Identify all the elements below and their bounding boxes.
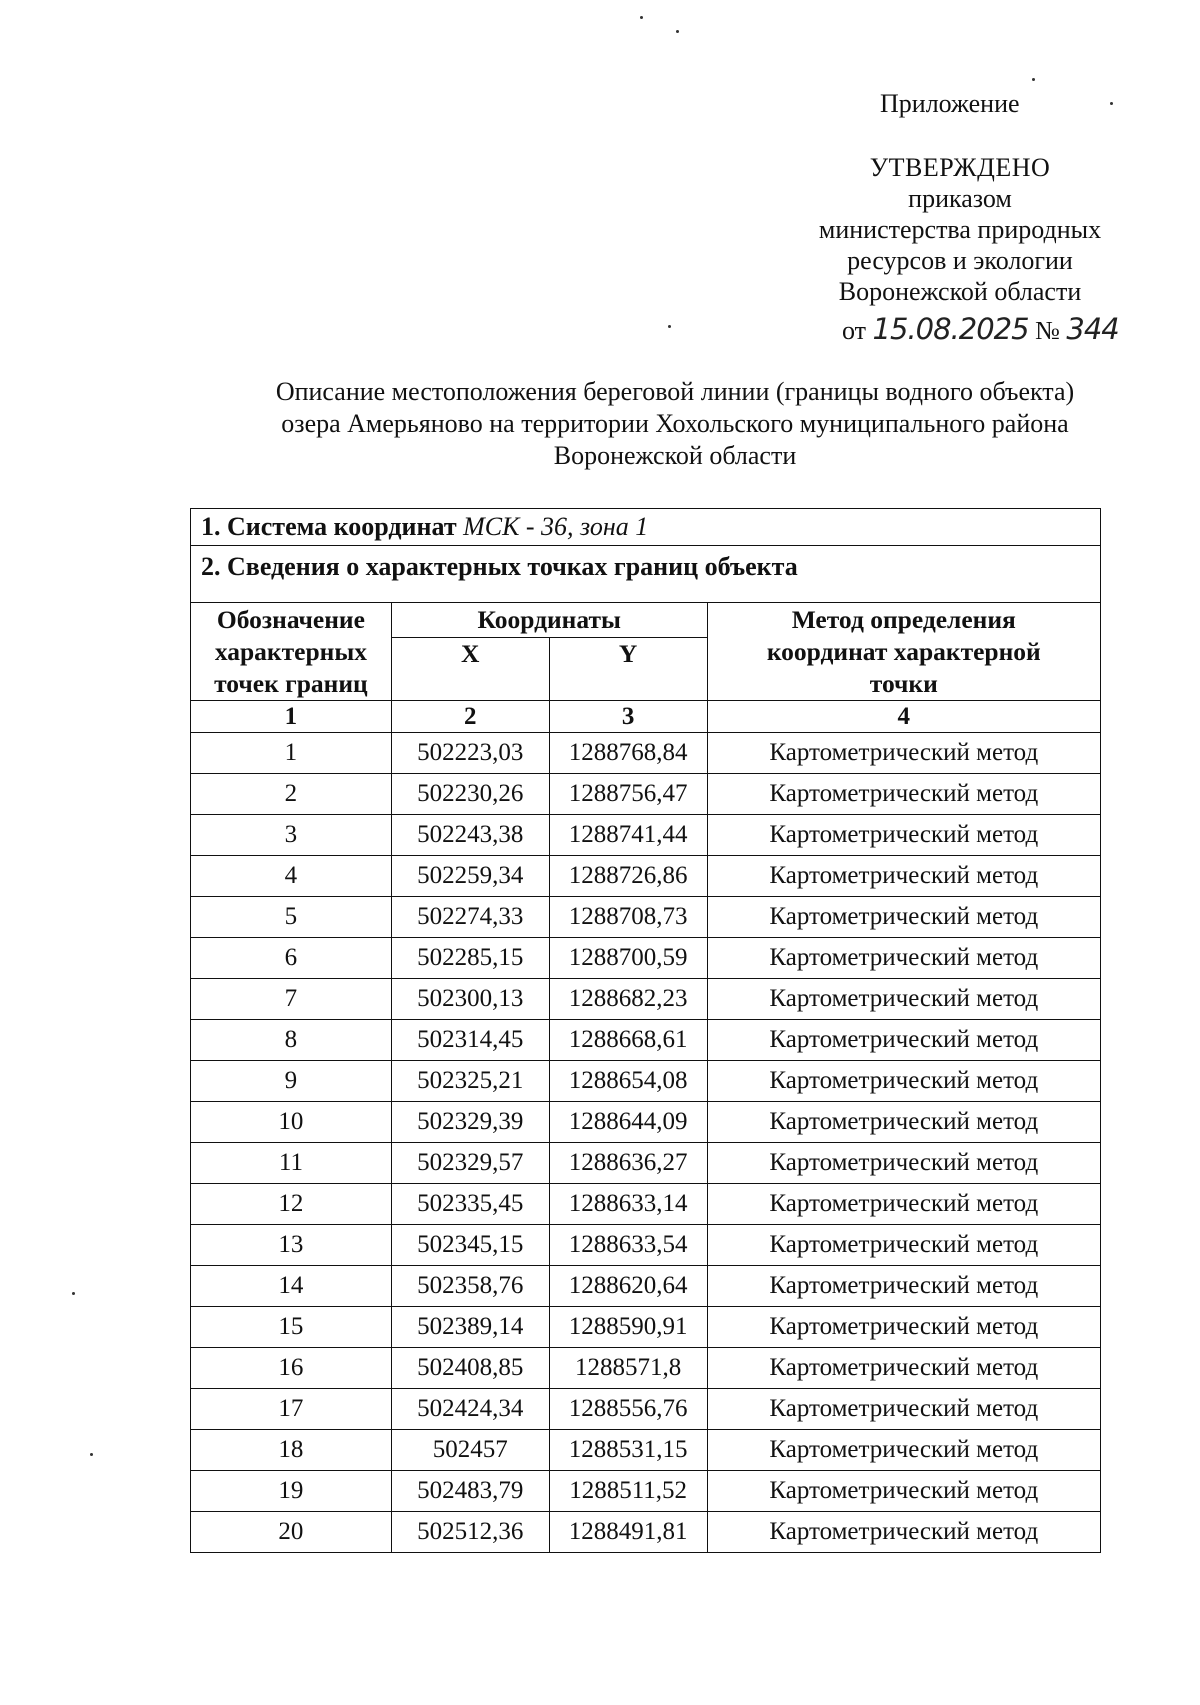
table-row xyxy=(191,1266,1101,1307)
column-number-row xyxy=(191,701,1101,733)
x-coordinate-cell: 502259,34 xyxy=(391,856,549,897)
method-cell: Картометрический метод xyxy=(707,1143,1100,1184)
y-coordinate-cell: 1288620,64 xyxy=(549,1266,707,1307)
x-coordinate-cell: 502230,26 xyxy=(391,774,549,815)
x-coordinate-cell: 502325,21 xyxy=(391,1061,549,1102)
point-number-cell: 11 xyxy=(191,1143,392,1184)
point-number-cell: 18 xyxy=(191,1430,392,1471)
coordinate-system-cell xyxy=(191,509,1101,546)
coordinate-system-label: 1. Система координат xyxy=(201,512,457,541)
y-coordinate-cell: 1288590,91 xyxy=(549,1307,707,1348)
method-cell: Картометрический метод xyxy=(707,1430,1100,1471)
header-method-line: точки xyxy=(869,668,938,698)
table-row xyxy=(191,733,1101,774)
method-cell: Картометрический метод xyxy=(707,1061,1100,1102)
method-cell: Картометрический метод xyxy=(707,1512,1100,1553)
y-coordinate-cell: 1288668,61 xyxy=(549,1020,707,1061)
method-cell: Картометрический метод xyxy=(707,1348,1100,1389)
coordinate-system-row xyxy=(191,509,1101,546)
y-coordinate-cell: 1288491,81 xyxy=(549,1512,707,1553)
method-cell: Картометрический метод xyxy=(707,733,1100,774)
y-coordinate-cell: 1288708,73 xyxy=(549,897,707,938)
x-coordinate-cell: 502345,15 xyxy=(391,1225,549,1266)
y-coordinate-cell: 1288633,14 xyxy=(549,1184,707,1225)
method-cell: Картометрический метод xyxy=(707,1307,1100,1348)
point-number-cell: 2 xyxy=(191,774,392,815)
approval-block xyxy=(790,152,1130,307)
x-coordinate-cell: 502483,79 xyxy=(391,1471,549,1512)
x-coordinate-cell: 502300,13 xyxy=(391,979,549,1020)
y-coordinate-cell: 1288636,27 xyxy=(549,1143,707,1184)
point-number-cell: 14 xyxy=(191,1266,392,1307)
table-row xyxy=(191,1020,1101,1061)
method-cell: Картометрический метод xyxy=(707,979,1100,1020)
x-coordinate-cell: 502329,39 xyxy=(391,1102,549,1143)
method-cell: Картометрический метод xyxy=(707,897,1100,938)
approval-line: министерства природных xyxy=(818,215,1102,244)
document-title xyxy=(190,376,1160,472)
title-line: озера Амерьяново на территории Хохольского муниципального района xyxy=(281,409,1069,438)
scan-speck xyxy=(640,16,643,19)
order-number-label: № xyxy=(1035,316,1060,345)
table-body xyxy=(191,733,1101,1553)
y-coordinate-cell: 1288531,15 xyxy=(549,1430,707,1471)
header-designation-line: точек границ xyxy=(214,668,368,698)
method-cell: Картометрический метод xyxy=(707,938,1100,979)
x-coordinate-cell: 502424,34 xyxy=(391,1389,549,1430)
title-line: Воронежской области xyxy=(553,441,797,470)
table-row xyxy=(191,815,1101,856)
table-row xyxy=(191,856,1101,897)
header-method xyxy=(707,603,1100,701)
header-coordinates: Координаты xyxy=(391,603,707,638)
y-coordinate-cell: 1288644,09 xyxy=(549,1102,707,1143)
method-cell: Картометрический метод xyxy=(707,1102,1100,1143)
scan-speck xyxy=(72,1292,75,1295)
approved-stamp-text: УТВЕРЖДЕНО xyxy=(869,153,1051,182)
scan-speck xyxy=(1110,102,1113,105)
point-number-cell: 1 xyxy=(191,733,392,774)
point-number-cell: 4 xyxy=(191,856,392,897)
table-row xyxy=(191,1307,1101,1348)
point-number-cell: 8 xyxy=(191,1020,392,1061)
y-coordinate-cell: 1288768,84 xyxy=(549,733,707,774)
y-coordinate-cell: 1288700,59 xyxy=(549,938,707,979)
header-x: X xyxy=(391,638,549,701)
point-number-cell: 9 xyxy=(191,1061,392,1102)
column-number: 2 xyxy=(391,701,549,733)
points-section-row xyxy=(191,546,1101,603)
order-date: 15.08.2025 xyxy=(872,312,1029,346)
point-number-cell: 16 xyxy=(191,1348,392,1389)
x-coordinate-cell: 502285,15 xyxy=(391,938,549,979)
method-cell: Картометрический метод xyxy=(707,1266,1100,1307)
table-row xyxy=(191,1184,1101,1225)
x-coordinate-cell: 502243,38 xyxy=(391,815,549,856)
y-coordinate-cell: 1288741,44 xyxy=(549,815,707,856)
table-row xyxy=(191,897,1101,938)
method-cell: Картометрический метод xyxy=(707,815,1100,856)
table-row xyxy=(191,938,1101,979)
point-number-cell: 13 xyxy=(191,1225,392,1266)
coordinates-table xyxy=(190,508,1101,1553)
method-cell: Картометрический метод xyxy=(707,1184,1100,1225)
column-number: 3 xyxy=(549,701,707,733)
table-row xyxy=(191,1512,1101,1553)
table-row xyxy=(191,774,1101,815)
table-row xyxy=(191,1061,1101,1102)
header-designation-line: характерных xyxy=(214,636,367,666)
order-number: 344 xyxy=(1066,312,1119,346)
coordinate-system-value: МСК - 36, зона 1 xyxy=(463,512,649,541)
y-coordinate-cell: 1288756,47 xyxy=(549,774,707,815)
header-method-line: Метод определения xyxy=(791,604,1016,634)
y-coordinate-cell: 1288556,76 xyxy=(549,1389,707,1430)
table-row xyxy=(191,1389,1101,1430)
y-coordinate-cell: 1288726,86 xyxy=(549,856,707,897)
method-cell: Картометрический метод xyxy=(707,1225,1100,1266)
column-number: 1 xyxy=(191,701,392,733)
header-y: Y xyxy=(549,638,707,701)
scan-speck xyxy=(676,30,679,33)
table-row xyxy=(191,1430,1101,1471)
y-coordinate-cell: 1288682,23 xyxy=(549,979,707,1020)
x-coordinate-cell: 502512,36 xyxy=(391,1512,549,1553)
table-row xyxy=(191,979,1101,1020)
column-number: 4 xyxy=(707,701,1100,733)
x-coordinate-cell: 502408,85 xyxy=(391,1348,549,1389)
point-number-cell: 19 xyxy=(191,1471,392,1512)
header-designation-line: Обозначение xyxy=(216,604,365,634)
approval-line: приказом xyxy=(908,184,1012,213)
table-row xyxy=(191,1471,1101,1512)
x-coordinate-cell: 502358,76 xyxy=(391,1266,549,1307)
point-number-cell: 10 xyxy=(191,1102,392,1143)
points-section-title: 2. Сведения о характерных точках границ объекта xyxy=(191,546,1101,603)
method-cell: Картометрический метод xyxy=(707,1389,1100,1430)
point-number-cell: 5 xyxy=(191,897,392,938)
table-row xyxy=(191,1102,1101,1143)
table-row xyxy=(191,1348,1101,1389)
scan-speck xyxy=(90,1453,93,1456)
x-coordinate-cell: 502335,45 xyxy=(391,1184,549,1225)
point-number-cell: 17 xyxy=(191,1389,392,1430)
x-coordinate-cell: 502389,14 xyxy=(391,1307,549,1348)
table-row xyxy=(191,1143,1101,1184)
order-reference xyxy=(842,312,1119,346)
point-number-cell: 6 xyxy=(191,938,392,979)
method-cell: Картометрический метод xyxy=(707,774,1100,815)
title-line: Описание местоположения береговой линии (границы водного объекта) xyxy=(275,377,1075,406)
method-cell: Картометрический метод xyxy=(707,1020,1100,1061)
y-coordinate-cell: 1288511,52 xyxy=(549,1471,707,1512)
point-number-cell: 7 xyxy=(191,979,392,1020)
appendix-label: Приложение xyxy=(880,89,1020,118)
x-coordinate-cell: 502329,57 xyxy=(391,1143,549,1184)
header-designation xyxy=(191,603,392,701)
point-number-cell: 12 xyxy=(191,1184,392,1225)
scan-speck xyxy=(668,325,671,328)
order-prefix: от xyxy=(842,316,867,345)
x-coordinate-cell: 502223,03 xyxy=(391,733,549,774)
x-coordinate-cell: 502274,33 xyxy=(391,897,549,938)
y-coordinate-cell: 1288633,54 xyxy=(549,1225,707,1266)
method-cell: Картометрический метод xyxy=(707,1471,1100,1512)
point-number-cell: 20 xyxy=(191,1512,392,1553)
y-coordinate-cell: 1288571,8 xyxy=(549,1348,707,1389)
approval-line: ресурсов и экологии xyxy=(847,246,1073,275)
approval-line: Воронежской области xyxy=(838,277,1082,306)
point-number-cell: 15 xyxy=(191,1307,392,1348)
method-cell: Картометрический метод xyxy=(707,856,1100,897)
header-method-line: координат характерной xyxy=(766,636,1041,666)
point-number-cell: 3 xyxy=(191,815,392,856)
x-coordinate-cell: 502457 xyxy=(391,1430,549,1471)
y-coordinate-cell: 1288654,08 xyxy=(549,1061,707,1102)
header-row xyxy=(191,603,1101,638)
scan-speck xyxy=(1032,78,1035,81)
table-row xyxy=(191,1225,1101,1266)
x-coordinate-cell: 502314,45 xyxy=(391,1020,549,1061)
